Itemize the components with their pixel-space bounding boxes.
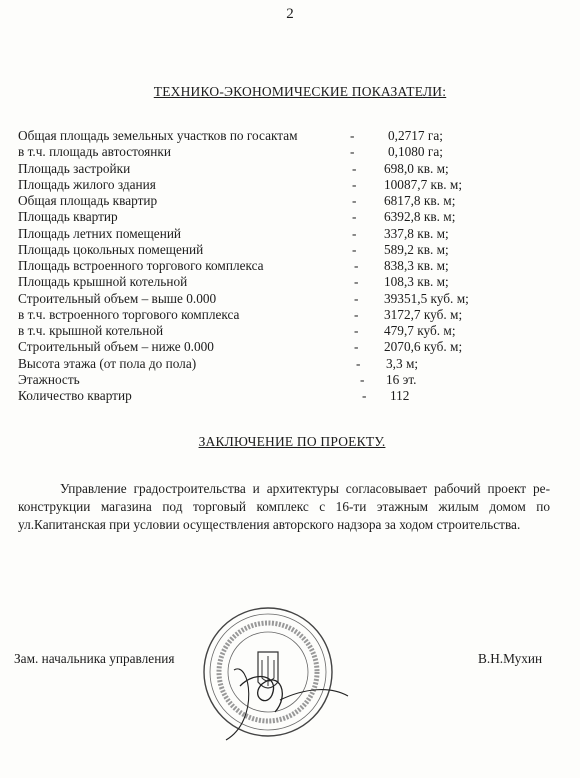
indicator-value: 3172,7 куб. м; [384, 306, 463, 322]
indicator-value: 337,8 кв. м; [384, 225, 449, 241]
conclusion-title: ЗАКЛЮЧЕНИЕ ПО ПРОЕКТУ. [198, 434, 386, 449]
indicator-label: в т.ч. крышной котельной [18, 323, 164, 338]
indicator-row [18, 177, 558, 193]
indicator-label: Площадь застройки [18, 160, 131, 176]
indicator-dash: - [352, 209, 357, 225]
indicator-value: 838,3 кв. м; [384, 258, 449, 273]
indicator-label: Площадь жилого здания [18, 176, 156, 192]
indicator-dash: - [352, 225, 357, 241]
indicator-label: в т.ч. площадь автостоянки [18, 144, 171, 160]
indicator-label: Строительный объем – выше 0.000 [18, 290, 217, 306]
indicator-dash: - [354, 274, 359, 290]
indicator-row [18, 144, 558, 160]
indicator-dash: - [350, 144, 355, 160]
conclusion-text [18, 480, 550, 534]
indicator-dash: - [354, 258, 359, 273]
indicator-value: 6817,8 кв. м; [384, 193, 456, 208]
official-stamp [200, 600, 350, 745]
indicator-dash: - [352, 176, 357, 192]
indicator-label: Общая площадь земельных участков по госактам [18, 128, 298, 143]
indicator-row [18, 307, 558, 323]
indicator-value: 479,7 куб. м; [384, 323, 456, 338]
indicator-dash: - [354, 290, 359, 306]
page-number: 2 [286, 6, 294, 22]
indicator-label: Площадь крышной котельной [18, 274, 188, 290]
indicators-title: ТЕХНИКО-ЭКОНОМИЧЕСКИЕ ПОКАЗАТЕЛИ: [153, 84, 447, 99]
indicator-value: 6392,8 кв. м; [384, 209, 456, 225]
indicator-dash: - [352, 241, 357, 257]
indicator-row [18, 291, 558, 307]
indicator-label: Площадь летних помещений [18, 225, 182, 241]
indicator-row [18, 161, 558, 177]
signature-name: В.Н.Мухин [478, 651, 543, 666]
indicator-label: Площадь встроенного торгового комплекса [18, 258, 264, 273]
indicator-row [18, 323, 558, 339]
indicator-value: 698,0 кв. м; [384, 160, 449, 176]
indicator-row [18, 339, 558, 355]
indicator-value: 3,3 м; [386, 355, 419, 371]
indicator-value: 10087,7 кв. м; [384, 176, 463, 192]
indicator-label: Этажность [18, 371, 80, 387]
indicator-row [18, 388, 558, 404]
indicator-row [18, 226, 558, 242]
indicator-dash: - [362, 388, 367, 403]
indicator-dash: - [354, 306, 359, 322]
indicator-value: 589,2 кв. м; [384, 241, 449, 257]
indicator-value: 112 [390, 388, 410, 403]
indicator-value: 0,2717 га; [388, 128, 443, 143]
indicator-value: 39351,5 куб. м; [384, 290, 469, 306]
indicator-row [18, 242, 558, 258]
indicator-label: Количество квартир [18, 388, 132, 403]
conclusion-line: конструкции магазина под торговый комплекс с 16-ти этажным жилым домом по [18, 499, 550, 514]
indicator-row [18, 356, 558, 372]
indicator-row [18, 128, 558, 144]
indicator-row [18, 372, 558, 388]
indicator-label: Площадь цокольных помещений [18, 241, 204, 257]
indicator-row [18, 193, 558, 209]
indicator-dash: - [354, 339, 359, 355]
indicator-value: 108,3 кв. м; [384, 274, 449, 290]
indicator-dash: - [350, 128, 355, 143]
indicator-dash: - [356, 355, 361, 371]
conclusion-line: ул.Капитанская при условии осуществления авторского надзора за ходом строительства. [18, 517, 521, 532]
indicator-label: в т.ч. встроенного торгового комплекса [18, 306, 240, 322]
indicator-label: Общая площадь квартир [18, 193, 158, 208]
indicator-value: 2070,6 куб. м; [384, 339, 463, 355]
indicator-dash: - [354, 323, 359, 338]
indicator-dash: - [352, 160, 357, 176]
indicator-row [18, 258, 558, 274]
indicator-label: Строительный объем – ниже 0.000 [18, 339, 214, 355]
indicator-value: 16 эт. [386, 371, 417, 387]
indicator-dash: - [360, 371, 365, 387]
indicator-value: 0,1080 га; [388, 144, 443, 160]
conclusion-line: Управление градостроительства и архитектуры согласовывает рабочий проект ре- [60, 481, 550, 496]
signature-position: Зам. начальника управления [14, 651, 175, 666]
indicator-dash: - [352, 193, 357, 208]
indicator-row [18, 274, 558, 290]
indicator-label: Площадь квартир [18, 209, 118, 225]
indicator-row [18, 209, 558, 225]
indicator-label: Высота этажа (от пола до пола) [18, 355, 197, 371]
